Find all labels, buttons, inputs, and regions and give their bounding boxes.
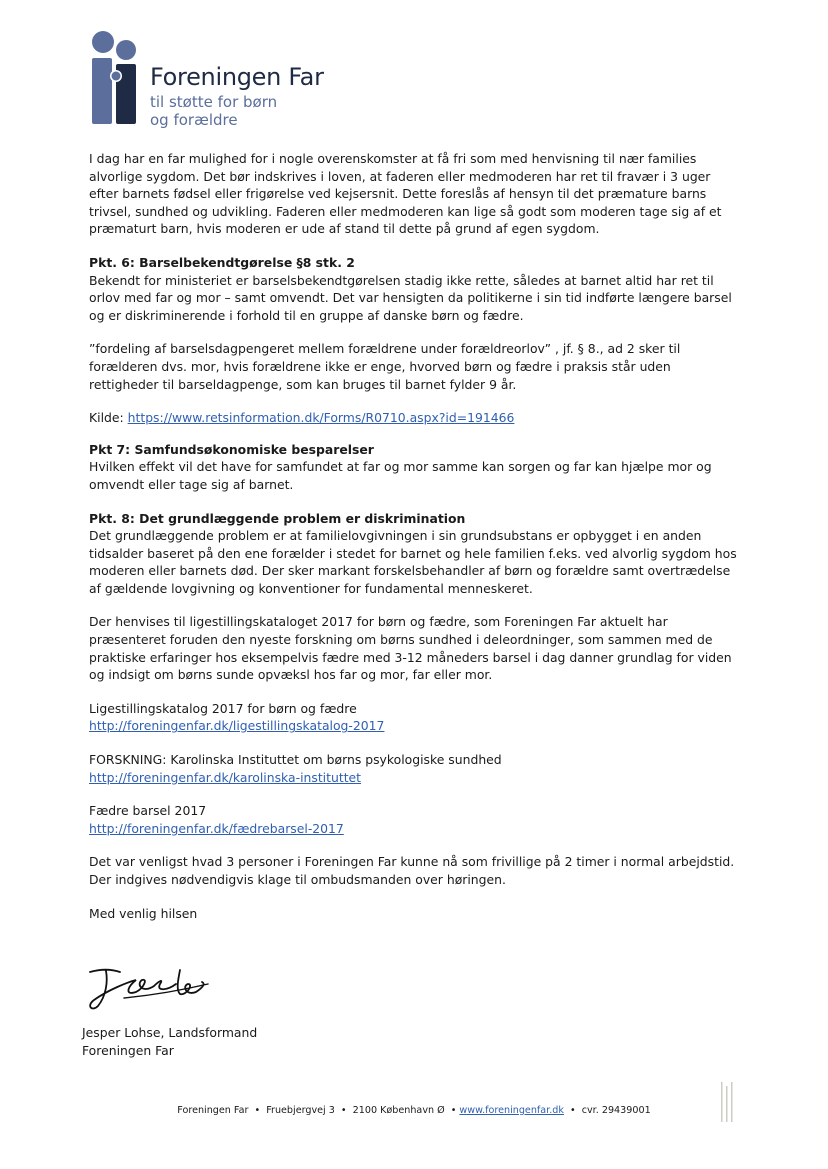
footer-cvr: cvr. 29439001 <box>581 1105 651 1116</box>
bullet-icon: • <box>450 1105 457 1116</box>
reference-title: Fædre barsel 2017 <box>89 803 207 819</box>
organization-tagline: til støtte for børn og forældre <box>150 93 278 129</box>
signer-name: Jesper Lohse, Landsformand <box>82 1025 258 1040</box>
reference-karolinska <box>89 751 739 786</box>
closing-paragraph: Det var venligst hvad 3 personer i Foreningen Far kunne nå som frivillige på 2 timer i normal arbejdstid. Der indgives nødvendigvis klage til ombudsmanden over høringen. <box>89 854 735 887</box>
bullet-icon: • <box>570 1105 576 1116</box>
section-heading: Pkt 7: Samfundsøkonomiske besparelser <box>89 441 374 457</box>
section-pkt7 <box>89 441 739 494</box>
section-text: Hvilken effekt vil det have for samfundet at far og mor samme kan sorgen og far kan hjælpe mor og omvendt eller tage sig af barnet. <box>89 459 712 492</box>
section-pkt8 <box>89 510 739 598</box>
organization-name: Foreningen Far <box>150 63 324 91</box>
paragraph: Der henvises til ligestillingskataloget 2017 for børn og fædre, som Foreningen Far aktuelt har præsenteret foruden den nyeste forskning om børns sundhed i deleordninger, som sammen med de praktiske erfaringer hos eksempelvis fædre med 3-12 måneders barsel i dag danner grundlag for viden og indsigt om børns sunde opvæksl hos far og mor, far eller mor. <box>89 614 732 683</box>
section-pkt6 <box>89 254 739 324</box>
source-label: Kilde: <box>89 410 128 426</box>
signer-organization: Foreningen Far <box>82 1043 174 1058</box>
signer-block <box>82 1024 257 1060</box>
section-text: Det grundlæggende problem er at familielovgivningen i sin grundsubstans er opbygget i en anden tidsalder baseret på den ene forælder i stedet for barnet og hele familien f.eks. ved alvorlig sygdom hos moderen eller barnets død. Der sker markant forskelsbehandler af børn og forældre samt overtrædelse af gældende lovgivning og konventioner for fundamental menneskeret. <box>89 528 737 596</box>
reference-link[interactable]: http://foreningenfar.dk/ligestillingskatalog-2017 <box>89 718 385 734</box>
paragraph: I dag har en far mulighed for i nogle overenskomster at få fri som med henvisning til nær families alvorlige sygdom. Det bør indskrives i loven, at faderen eller medmoderen har ret til fravær i 3 uger efter barnets fødsel eller frigørelse ved kejsersnit. Dette foreslås af hensyn til det præmature barns trivsel, sundhed og udvikling. Faderen eller medmoderen kan lige så godt som moderen tage sig af et præmaturt barn, hvis moderen er ude af stand til dette på grund af egen sygdom. <box>89 151 722 237</box>
organization-logo <box>90 30 350 130</box>
letter-footer <box>0 1105 828 1116</box>
section-text: Bekendt for ministeriet er barselsbekendtgørelsen stadig ikke rette, således at barnet altid har ret til orlov med far og mor – samt omvendt. Det var hensigten da politikerne i sin tid indførte længere barsel og er diskriminerende i forhold til en gruppe af danske børn og fædre. <box>89 272 732 323</box>
reference-link[interactable]: http://foreningenfar.dk/karolinska-instituttet <box>89 769 362 785</box>
reference-title: FORSKNING: Karolinska Instituttet om børns psykologiske sundhed <box>89 752 502 768</box>
reference-faedrebarsel <box>89 802 739 837</box>
quote-paragraph: ”fordeling af barselsdagpengeret mellem forældrene under forældreorlov” , jf. § 8., ad 2 sker til forælderen dvs. mor, hvis forældrene ikke er enge, hvorved børn og fædre i praksis står uden rettigheder til barseldagpenge, som kan bruges til barnet fylder 9 år. <box>89 341 681 392</box>
reference-link[interactable]: http://foreningenfar.dk/fædrebarsel-2017 <box>89 820 344 836</box>
letter-body <box>89 150 739 938</box>
greeting: Med venlig hilsen <box>89 905 198 921</box>
source-link[interactable]: https://www.retsinformation.dk/Forms/R0710.aspx?id=191466 <box>127 410 515 426</box>
reference-title: Ligestillingskatalog 2017 for børn og fædre <box>89 700 357 716</box>
family-logo-icon <box>90 30 146 126</box>
footer-org: Foreningen Far <box>177 1105 249 1116</box>
footer-address: Fruebjergvej 3 <box>266 1105 335 1116</box>
handwritten-signature <box>84 962 214 1014</box>
bullet-icon: • <box>254 1105 261 1116</box>
source-line <box>89 409 739 427</box>
decorative-bars-icon <box>720 1082 734 1122</box>
footer-city: 2100 København Ø <box>352 1105 445 1116</box>
footer-website-link[interactable]: www.foreningenfar.dk <box>459 1105 564 1116</box>
section-heading: Pkt. 6: Barselbekendtgørelse §8 stk. 2 <box>89 254 355 270</box>
section-heading: Pkt. 8: Det grundlæggende problem er diskrimination <box>89 510 466 526</box>
bullet-icon: • <box>340 1105 347 1116</box>
reference-ligestilling <box>89 700 739 735</box>
